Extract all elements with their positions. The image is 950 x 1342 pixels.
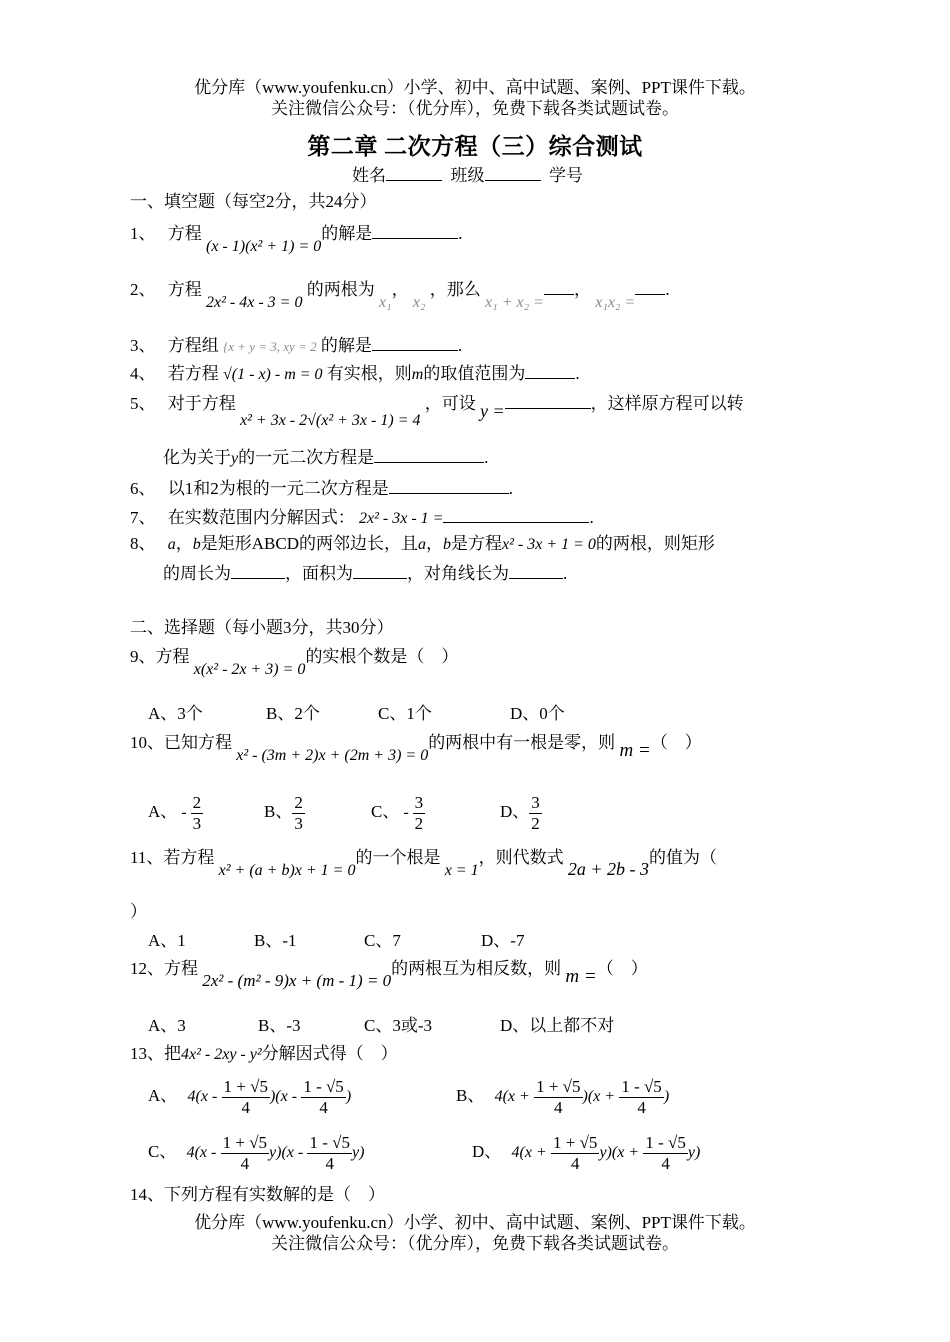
question-5-continued: 化为关于y的一元二次方程是 . xyxy=(163,445,488,470)
question-14 xyxy=(130,1184,385,1206)
q13-a-fraction-1 xyxy=(222,1077,270,1118)
q12-option-a[interactable]: A、3 xyxy=(148,1016,186,1035)
q10-b-numerator: 2 xyxy=(294,792,303,812)
q11-equation: x² + (a + b)x + 1 = 0 xyxy=(218,862,356,879)
q6-answer-blank xyxy=(389,476,509,494)
q1-equation: (x - 1)(x² + 1) = 0 xyxy=(206,238,322,255)
q13-option-b[interactable]: B、 4(x + $\frac{1 + √5}{4}$ )(x + $\frac{1 - √5}{4}$ ) xyxy=(456,1076,670,1117)
q4-equation: √(1 - x) - m = 0 xyxy=(223,366,323,383)
q9-equation: x(x² - 2x + 3) = 0 xyxy=(193,661,306,678)
q13-c-num-1: 1 + √5 xyxy=(222,1132,268,1152)
q13-a-num-1: 1 + √5 xyxy=(223,1076,268,1096)
q12-number: 12、 xyxy=(130,959,164,978)
q5-equation: x² + 3x - 2√(x² + 3x - 1) = 4 xyxy=(240,412,421,429)
q13-a-den-1: 4 xyxy=(241,1097,250,1117)
q4-post: 的取值范围为 xyxy=(423,364,526,383)
q12-option-d[interactable]: D、以上都不对 xyxy=(500,1016,615,1035)
q7-answer-blank xyxy=(443,505,589,523)
q4-mid: 有实根，则 xyxy=(326,364,412,383)
q2-number: 2、 xyxy=(130,280,156,299)
q10-c-denominator: 2 xyxy=(414,813,424,833)
q13-d-den-1: 4 xyxy=(570,1153,580,1173)
q9-post: 的实根个数是（ ） xyxy=(305,647,459,666)
q13-c-fraction-2 xyxy=(307,1133,352,1174)
q13-d-den-2: 4 xyxy=(661,1153,670,1173)
q5-mid: ，可设 xyxy=(424,394,476,413)
q9-option-d[interactable]: D、0个 xyxy=(510,704,565,723)
q10-b-denominator: 3 xyxy=(294,813,303,833)
q8-cont2: ，面积为 xyxy=(285,564,353,583)
q13-a-fraction-2 xyxy=(301,1077,346,1118)
q3-system: {x + y = 3, xy = 2 xyxy=(223,339,317,354)
q11-option-c[interactable]: C、7 xyxy=(364,931,401,950)
section1-heading: 一、填空题（每空2分，共24分） xyxy=(130,192,377,211)
q13-d-num-1: 1 + √5 xyxy=(553,1132,598,1152)
q1-number: 1、 xyxy=(130,224,156,243)
q8-cont3: ，对角线长为 xyxy=(407,564,509,583)
q13-expression: 4x² - 2xy - y² xyxy=(181,1046,262,1063)
q2-x2: x₂ xyxy=(412,294,426,311)
q8-t4: 是方程 xyxy=(450,534,502,553)
q8-t3: ， xyxy=(425,534,443,553)
q9-number: 9、 xyxy=(130,647,156,666)
q5-pre: 对于方程 xyxy=(167,394,236,413)
q8-var-a: a xyxy=(167,536,176,553)
q10-a-fraction xyxy=(191,793,204,834)
q11-expression: 2a + 2b - 3 xyxy=(567,859,650,879)
q1-pre: 方程 xyxy=(167,224,202,243)
q4-number: 4、 xyxy=(130,364,156,383)
q14-text: 下列方程有实数解的是（ ） xyxy=(164,1185,385,1204)
q8-var-b: b xyxy=(192,536,201,553)
q13-b-num-1: 1 + √5 xyxy=(536,1076,581,1096)
q4-var: m xyxy=(411,366,424,383)
q8-perimeter-blank xyxy=(231,561,285,579)
q13-option-c[interactable]: C、 4(x - $\frac{1 + √5}{4}$ y)(x - $\frac{1 - √5}{4}$ y) xyxy=(148,1132,365,1173)
q12-option-c[interactable]: C、3或-3 xyxy=(364,1016,432,1035)
question-2: 2、 方程 2x² - 4x - 3 = 0 的两根为 x₁， x₂ ，那么 x₁ + x₂ =， x₁x₂ =. xyxy=(130,277,670,302)
q9-option-a[interactable]: A、3个 xyxy=(148,704,203,723)
q7-text: 在实数范围内分解因式： xyxy=(167,508,355,527)
q11-close-paren: ） xyxy=(130,902,147,921)
q11-mid2: ，则代数式 xyxy=(478,848,564,867)
q10-c-sign: - xyxy=(403,804,409,821)
q5-number: 5、 xyxy=(130,394,156,413)
q2-comma: ， xyxy=(391,280,409,299)
q10-b-label: B、 xyxy=(264,802,293,821)
q10-a-label: A、 xyxy=(148,802,178,821)
q10-option-d[interactable] xyxy=(500,790,542,834)
q2-product: x₁x₂ = xyxy=(595,294,636,311)
q13-c-fraction-1 xyxy=(221,1133,269,1174)
q12-var: m = xyxy=(565,966,597,987)
q10-paren: （ ） xyxy=(650,733,702,752)
q8-cont1: 的周长为 xyxy=(163,564,231,583)
header-line-1: 优分库（www.youfenku.cn）小学、初中、高中试题、案例、PPT课件下载。 xyxy=(194,78,756,97)
q13-a-den-2: 4 xyxy=(319,1097,328,1117)
q9-option-b[interactable]: B、2个 xyxy=(266,704,320,723)
q2-x1: x₁ xyxy=(378,294,392,311)
question-12 xyxy=(130,958,648,990)
q5-post: ，这样原方程可以转 xyxy=(590,394,744,413)
q10-equation: x² - (3m + 2)x + (2m + 3) = 0 xyxy=(236,747,429,764)
q2-then: ，那么 xyxy=(429,280,481,299)
q12-equation: 2x² - (m² - 9)x + (m - 1) = 0 xyxy=(202,971,392,990)
q8-var-a-2: a xyxy=(417,536,426,553)
q6-number: 6、 xyxy=(130,479,156,498)
q5-cont-var: y xyxy=(231,450,239,467)
q11-mid: 的一个根是 xyxy=(355,848,441,867)
q4-pre: 若方程 xyxy=(167,364,219,383)
question-13 xyxy=(130,1043,398,1066)
q2-sum-blank xyxy=(544,277,574,295)
q5-cont-post: 的一元二次方程是 xyxy=(238,448,375,467)
q10-b-fraction xyxy=(292,793,305,834)
q7-number: 7、 xyxy=(130,508,156,527)
q10-option-b[interactable] xyxy=(264,790,305,834)
q2-equation: 2x² - 4x - 3 = 0 xyxy=(206,294,303,311)
q10-number: 10、 xyxy=(130,733,164,752)
q5-blank-1 xyxy=(505,391,591,409)
q9-pre: 方程 xyxy=(155,647,190,666)
class-blank xyxy=(485,163,541,181)
q13-a-label: A、 xyxy=(148,1086,178,1105)
q8-area-blank xyxy=(353,561,407,579)
q13-d-num-2: 1 - √5 xyxy=(645,1132,686,1152)
q9-option-c[interactable]: C、1个 xyxy=(378,704,432,723)
q2-pre: 方程 xyxy=(167,280,202,299)
q1-post: 的解是 xyxy=(321,224,373,243)
q1-answer-blank xyxy=(372,221,458,239)
student-info xyxy=(352,163,583,187)
number-label: 学号 xyxy=(549,166,583,185)
q10-d-denominator: 2 xyxy=(531,813,540,833)
question-10 xyxy=(130,732,702,764)
question-6: 6、 以1和2为根的一元二次方程是 . xyxy=(130,476,513,500)
q10-c-label: C、 xyxy=(371,802,400,821)
q13-d-fraction-1 xyxy=(551,1133,599,1174)
q13-d-fraction-2 xyxy=(643,1133,688,1174)
q11-option-d[interactable]: D、-7 xyxy=(481,931,525,950)
q6-text: 以1和2为根的一元二次方程是 xyxy=(167,479,389,498)
q7-equation: 2x² - 3x - 1 = xyxy=(359,510,444,527)
question-7: 7、 在实数范围内分解因式： 2x² - 3x - 1 = . xyxy=(130,505,594,530)
q8-var-b-2: b xyxy=(442,536,451,553)
q2-sum: x₁ + x₂ = xyxy=(485,294,544,311)
q12-post: 的两根互为相反数，则 xyxy=(391,959,562,978)
q3-number: 3、 xyxy=(130,336,156,355)
q13-b-fraction-2 xyxy=(619,1077,664,1118)
q13-a-num-2: 1 - √5 xyxy=(303,1076,344,1096)
question-4: 4、 若方程 √(1 - x) - m = 0 有实根，则m的取值范围为 . xyxy=(130,361,580,386)
footer-line-2: 关注微信公众号：（优分库），免费下载各类试题试卷。 xyxy=(271,1234,679,1253)
question-9 xyxy=(130,646,459,678)
question-8-continued: 的周长为 ，面积为 ，对角线长为 . xyxy=(163,561,567,585)
q13-b-label: B、 xyxy=(456,1086,485,1105)
q8-t1: ， xyxy=(175,534,193,553)
q2-mid: 的两根为 xyxy=(306,280,375,299)
q10-d-label: D、 xyxy=(500,802,530,821)
q13-c-den-1: 4 xyxy=(240,1153,250,1173)
q13-c-label: C、 xyxy=(148,1142,177,1161)
q10-post: 的两根中有一根是零，则 xyxy=(428,733,616,752)
q12-paren: （ ） xyxy=(596,959,648,978)
q8-equation: x² - 3x + 1 = 0 xyxy=(501,536,596,553)
q13-option-d[interactable]: D、 4(x + $\frac{1 + √5}{4}$ y)(x + $\frac{1 - √5}{4}$ y) xyxy=(472,1132,701,1173)
q11-option-b[interactable]: B、-1 xyxy=(254,931,297,950)
page-title: 第二章 二次方程（三）综合测试 xyxy=(307,134,643,159)
question-8 xyxy=(130,533,715,556)
q10-d-numerator: 3 xyxy=(531,792,540,812)
q13-b-den-2: 4 xyxy=(637,1097,646,1117)
q10-option-a[interactable] xyxy=(148,790,203,835)
q13-pre: 把 xyxy=(164,1044,181,1063)
q10-a-denominator: 3 xyxy=(192,813,202,833)
q12-option-b[interactable]: B、-3 xyxy=(258,1016,301,1035)
q2-product-blank xyxy=(635,277,665,295)
q11-pre: 若方程 xyxy=(163,848,215,867)
q13-b-den-1: 4 xyxy=(554,1097,563,1117)
q5-blank-2 xyxy=(374,445,484,463)
q3-post: 的解是 xyxy=(320,336,372,355)
q3-answer-blank xyxy=(372,333,458,351)
q5-var: y = xyxy=(479,401,505,421)
footer-line-1: 优分库（www.youfenku.cn）小学、初中、高中试题、案例、PPT课件下载。 xyxy=(194,1213,756,1232)
header-line-2: 关注微信公众号：（优分库），免费下载各类试题试卷。 xyxy=(271,99,679,118)
q13-option-a[interactable]: A、 4(x - $\frac{1 + √5}{4}$ )(x - $\frac{1 - √5}{4}$ ) xyxy=(148,1076,352,1117)
question-11 xyxy=(130,846,718,879)
q11-option-a[interactable]: A、1 xyxy=(148,931,186,950)
name-label: 姓名 xyxy=(352,166,386,185)
q5-cont-pre: 化为关于 xyxy=(163,448,231,467)
q8-t2: 是矩形ABCD的两邻边长，且 xyxy=(200,534,418,553)
q10-c-fraction xyxy=(413,793,426,834)
q11-post: 的值为（ xyxy=(649,848,718,867)
q13-c-num-2: 1 - √5 xyxy=(309,1132,350,1152)
q10-pre: 已知方程 xyxy=(164,733,232,752)
q13-d-label: D、 xyxy=(472,1142,502,1161)
section2-heading: 二、选择题（每小题3分，共30分） xyxy=(130,618,394,637)
q8-number: 8、 xyxy=(130,534,156,553)
q10-var: m = xyxy=(619,740,651,761)
q13-post: 分解因式得（ ） xyxy=(261,1044,398,1063)
question-3: 3、 方程组 {x + y = 3, xy = 2 的解是 . xyxy=(130,333,462,358)
q8-t5: 的两根，则矩形 xyxy=(595,534,715,553)
q10-a-sign: - xyxy=(181,804,187,821)
q10-c-numerator: 3 xyxy=(414,792,424,812)
q11-number: 11、 xyxy=(130,848,164,867)
q13-b-fraction-1 xyxy=(534,1077,582,1118)
q14-number: 14、 xyxy=(130,1185,164,1204)
q10-option-c[interactable] xyxy=(371,790,425,835)
q13-b-num-2: 1 - √5 xyxy=(621,1076,662,1096)
q10-d-fraction xyxy=(529,793,542,834)
question-1: 1、 方程 (x - 1)(x² + 1) = 0的解是 . xyxy=(130,221,462,246)
q13-c-den-2: 4 xyxy=(325,1153,334,1173)
q10-a-numerator: 2 xyxy=(192,792,202,812)
class-label: 班级 xyxy=(450,166,485,185)
q11-root: x = 1 xyxy=(444,862,479,879)
question-5 xyxy=(130,391,744,429)
q13-number: 13、 xyxy=(130,1044,164,1063)
q4-answer-blank xyxy=(525,361,575,379)
name-blank xyxy=(386,163,442,181)
q12-pre: 方程 xyxy=(164,959,198,978)
q8-diagonal-blank xyxy=(509,561,563,579)
q3-pre: 方程组 xyxy=(167,336,219,355)
